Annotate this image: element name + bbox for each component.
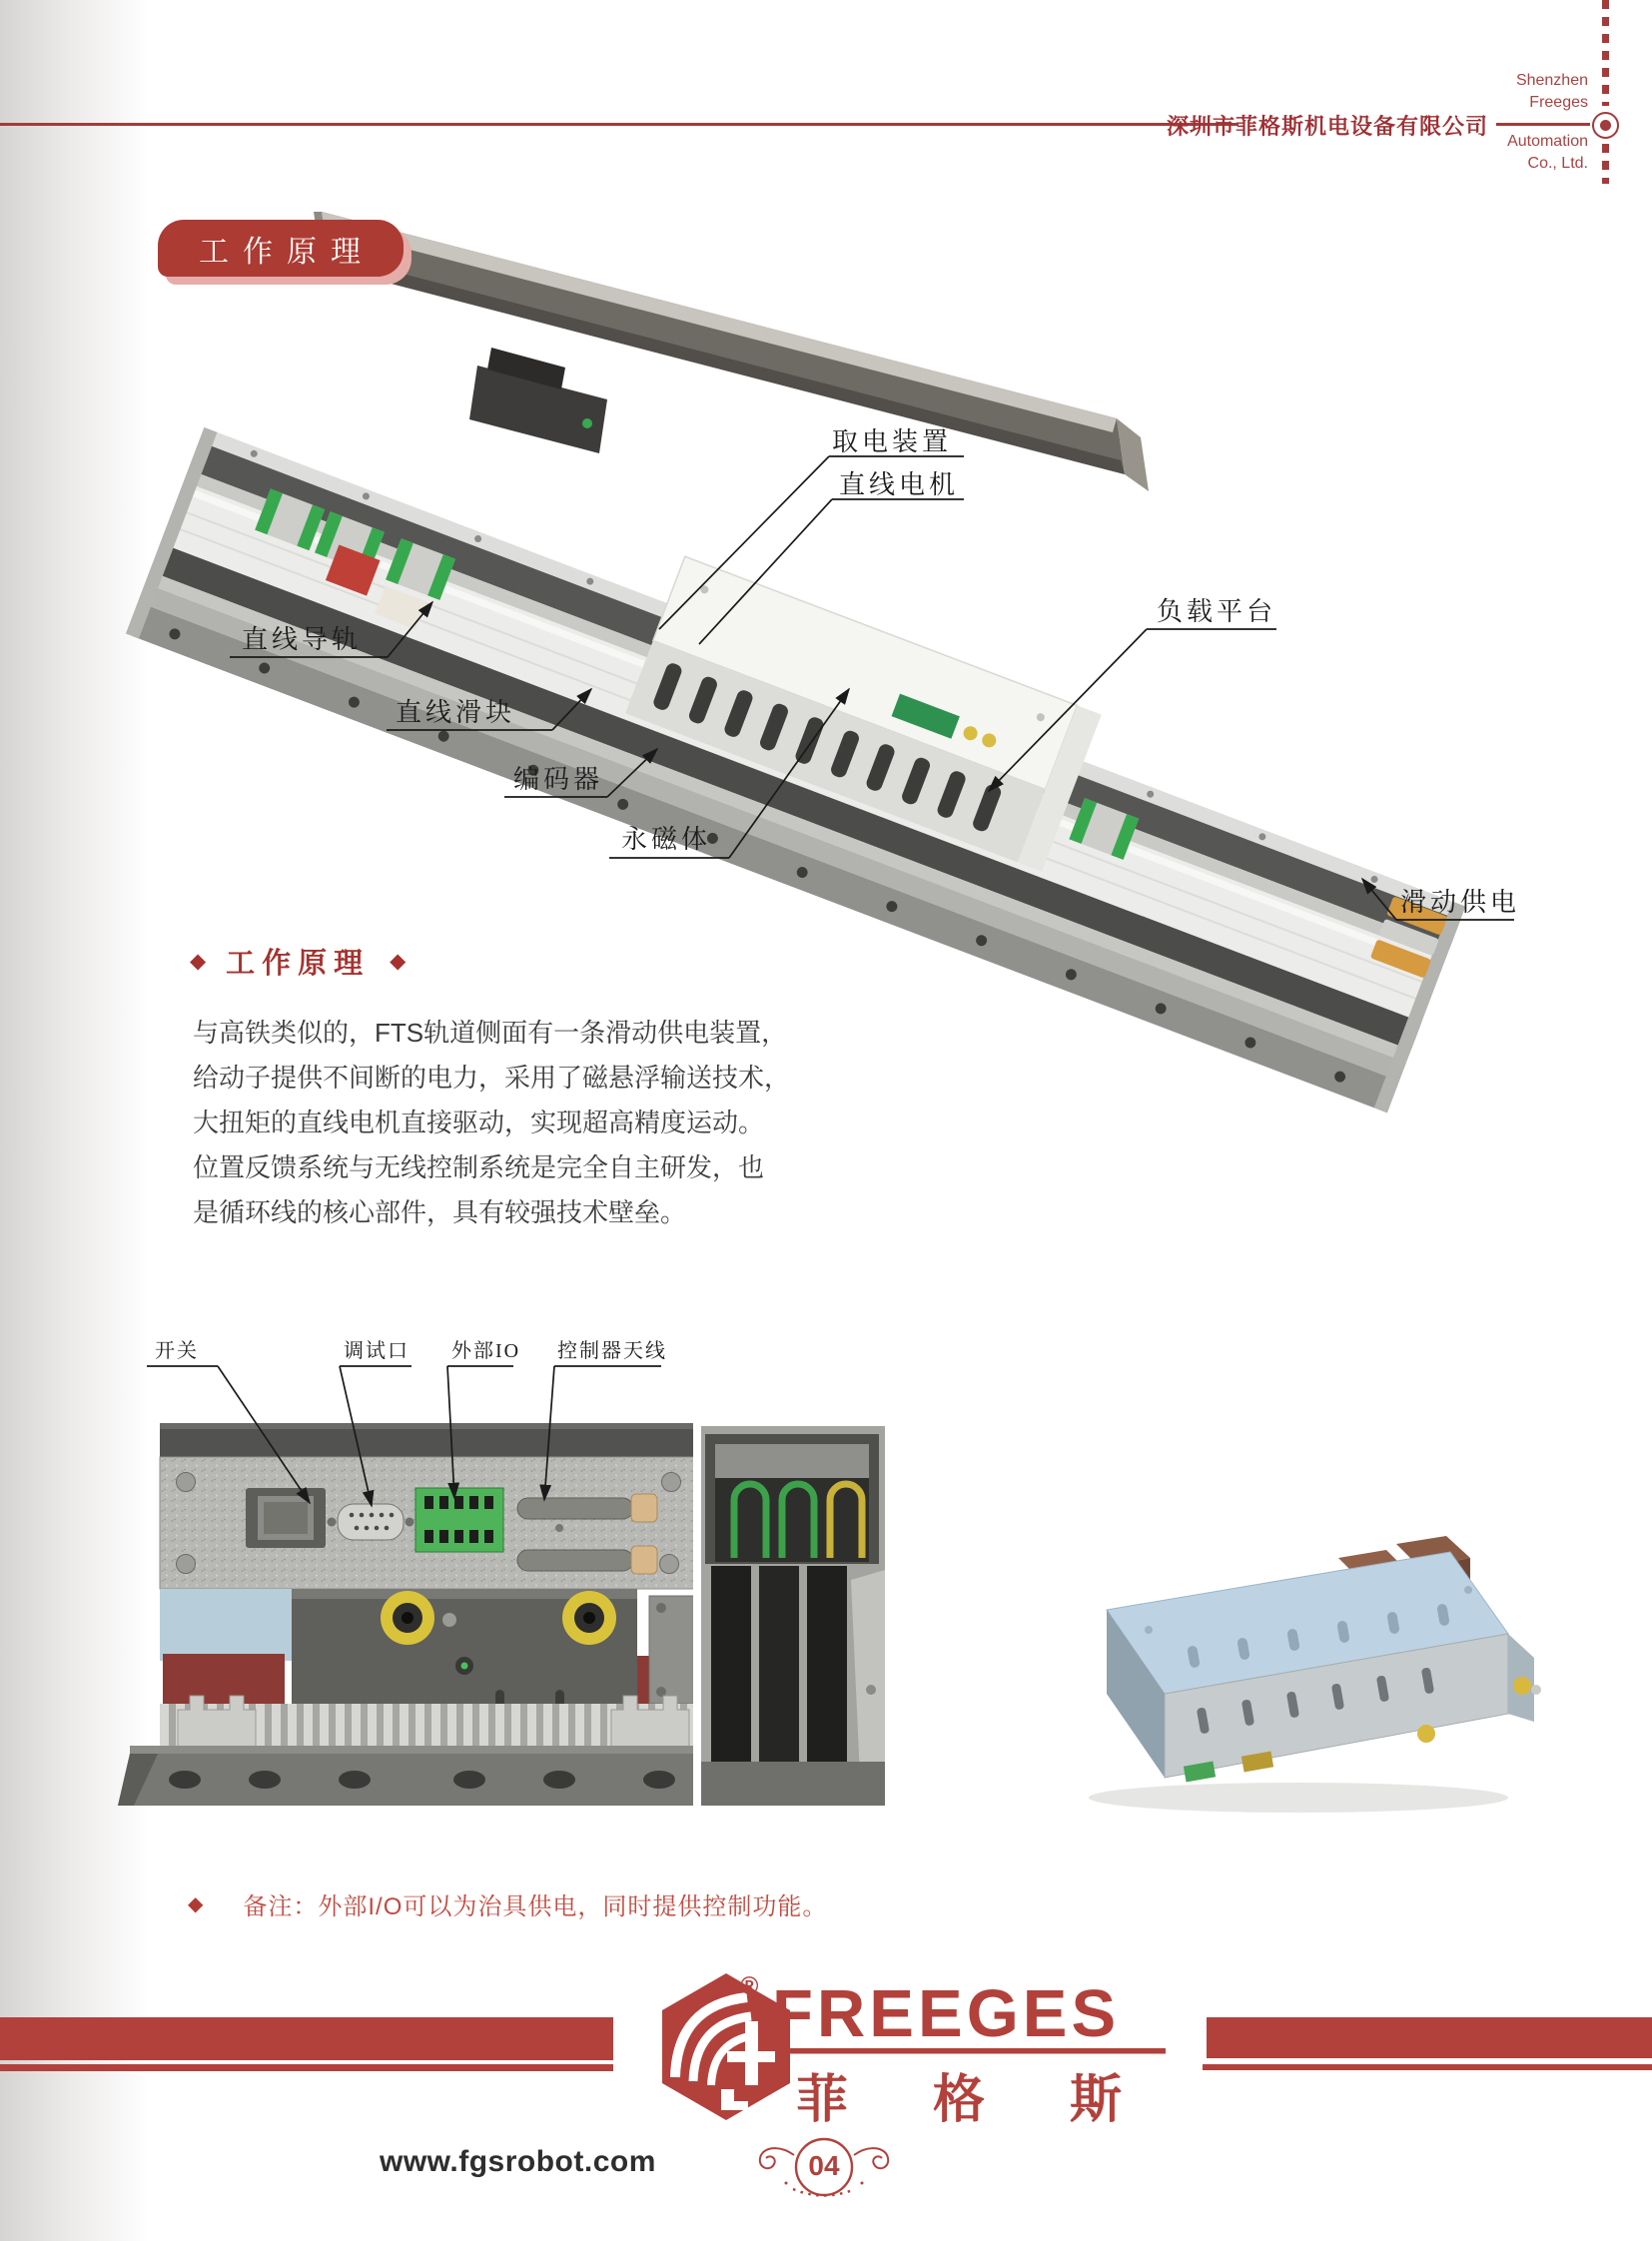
- paragraph-line: 位置反馈系统与无线控制系统是完全自主研发，也: [193, 1152, 765, 1182]
- paragraph-line: 给动子提供不间断的电力，采用了磁悬浮输送技术，: [193, 1063, 791, 1093]
- principle-heading: [190, 941, 406, 982]
- principle-heading-text: 工作原理: [226, 948, 371, 980]
- header-rule-left: [0, 123, 1239, 126]
- callout-controller-antenna: 控制器天线: [557, 1340, 667, 1362]
- principle-paragraph: [193, 1011, 790, 1235]
- page-number: 04: [808, 2150, 840, 2181]
- diamond-icon: ◆: [190, 950, 207, 973]
- diamond-icon: ◆: [188, 1893, 204, 1915]
- company-name-en-top: [1516, 70, 1588, 114]
- mover-render: [118, 1418, 885, 1810]
- header-rule-right: [1496, 123, 1590, 126]
- callout-switch: 开关: [155, 1340, 199, 1362]
- company-en-line: Freeges: [1529, 94, 1588, 111]
- company-en-line: Shenzhen: [1515, 72, 1588, 89]
- callout-load-platform: 负载平台: [1157, 597, 1277, 626]
- company-name-en-bottom: [1507, 131, 1588, 175]
- callout-permanent-magnet: 永磁体: [621, 825, 712, 854]
- paragraph-line: 是循环线的核心部件，具有较强技术壁垒。: [193, 1197, 687, 1227]
- header-dashed-line-top: [1602, 0, 1609, 106]
- header-bullseye-dot: [1600, 120, 1611, 131]
- header-dashed-line-bottom: [1602, 144, 1609, 184]
- external-io-part: [415, 1488, 503, 1552]
- callout-external-io: 外部IO: [451, 1340, 521, 1362]
- callout-linear-slider: 直线滑块: [396, 698, 516, 727]
- note-row: [188, 1886, 827, 1921]
- brand-name-cn: 菲格斯: [796, 2071, 1208, 2129]
- company-en-line: Automation: [1507, 133, 1588, 150]
- website-url: www.fgsrobot.com: [380, 2145, 656, 2178]
- callout-linear-guide: 直线导轨: [242, 625, 363, 654]
- brand-name-en: FREEGES: [772, 1976, 1121, 2051]
- registered-mark: ®: [740, 1972, 759, 2000]
- company-name-cn: 深圳市菲格斯机电设备有限公司: [1166, 114, 1488, 139]
- diamond-icon: ◆: [390, 950, 407, 973]
- cable-carrier-section: [693, 1418, 885, 1810]
- note-text: 备注：外部I/O可以为治具供电，同时提供控制功能。: [243, 1893, 828, 1920]
- freeges-logo-emblem: [662, 1973, 790, 2120]
- module-render: [1089, 1536, 1541, 1813]
- company-en-line: Co., Ltd.: [1527, 155, 1588, 172]
- callout-linear-motor: 直线电机: [839, 470, 960, 499]
- paragraph-line: 大扭矩的直线电机直接驱动，实现超高精度运动。: [193, 1108, 765, 1137]
- callout-power-pickup: 取电装置: [832, 427, 953, 456]
- paragraph-line: 与高铁类似的，FTS轨道侧面有一条滑动供电装置，: [193, 1018, 788, 1048]
- callout-debug-port: 调试口: [344, 1340, 410, 1362]
- callout-sliding-power: 滑动供电: [1400, 888, 1521, 917]
- section-title-badge: 工作原理: [158, 220, 404, 277]
- callout-encoder: 编码器: [513, 765, 604, 794]
